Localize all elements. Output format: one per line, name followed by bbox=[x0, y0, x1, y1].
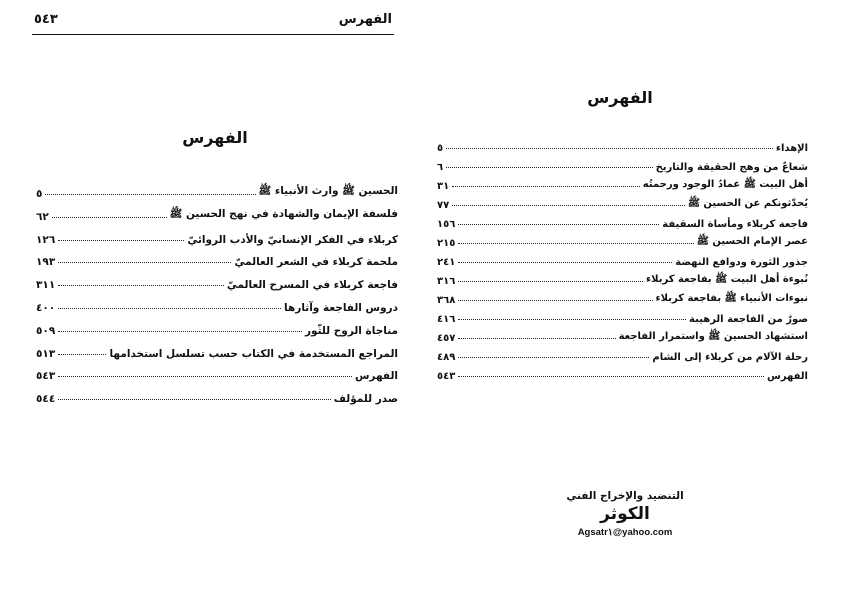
toc-entry-title: فاجعة كربلاء ومأساة السقيفة bbox=[662, 219, 808, 230]
toc-page-number: ٥٤٤ bbox=[36, 393, 56, 406]
toc-entry-title: يُحدّثونكم عن الحسين ﷺ bbox=[687, 198, 808, 209]
left-toc-entry bbox=[36, 203, 398, 223]
right-toc-entry bbox=[437, 305, 808, 325]
toc-page-number: ٣١ bbox=[437, 181, 450, 192]
toc-page-number: ٥ bbox=[437, 143, 444, 154]
right-toc-entry bbox=[437, 362, 808, 382]
toc-page-number: ٥٤٣ bbox=[36, 370, 56, 383]
toc-leader-dots bbox=[58, 376, 352, 377]
toc-page-number: ٥٤٣ bbox=[437, 371, 456, 382]
header-title: الفهرس bbox=[338, 12, 392, 27]
toc-page-number: ٢٤١ bbox=[437, 257, 456, 268]
toc-entry-title: استشهاد الحسين ﷺ واستمرار الفاجعة bbox=[618, 331, 808, 342]
toc-leader-dots bbox=[45, 194, 255, 195]
left-toc-entry bbox=[36, 294, 398, 314]
toc-entry-title: رحلة الآلام من كربلاء إلى الشام bbox=[652, 352, 808, 363]
left-toc-entry bbox=[36, 317, 398, 337]
right-toc-entry bbox=[437, 172, 808, 192]
toc-entry-title: عصر الإمام الحسين ﷺ bbox=[696, 236, 808, 247]
toc-leader-dots bbox=[58, 240, 184, 241]
toc-page-number: ١٢٦ bbox=[36, 233, 56, 246]
toc-page-number: ١٩٣ bbox=[36, 256, 56, 269]
toc-leader-dots bbox=[52, 217, 167, 218]
right-toc-entry bbox=[437, 134, 808, 154]
toc-entry-title: الفهرس bbox=[766, 371, 808, 382]
toc-entry-title: مناجاة الروح للثّور bbox=[304, 324, 398, 337]
toc-page-number: ٥ bbox=[36, 188, 43, 200]
toc-page-number: ١٥٦ bbox=[437, 219, 456, 230]
toc-page-number: ٤١٦ bbox=[437, 314, 456, 325]
right-toc-title: الفهرس bbox=[587, 88, 653, 107]
credits-block bbox=[540, 490, 710, 538]
toc-entry-title: نُبوءة أهل البيت ﷺ بفاجعة كربلاء bbox=[646, 274, 808, 285]
left-toc-entry bbox=[36, 248, 398, 268]
toc-leader-dots bbox=[452, 205, 685, 206]
toc-leader-dots bbox=[458, 262, 672, 263]
right-toc-entry bbox=[437, 191, 808, 211]
toc-leader-dots bbox=[458, 243, 693, 244]
toc-leader-dots bbox=[452, 186, 640, 187]
toc-leader-dots bbox=[58, 285, 224, 286]
toc-entry-title: كربلاء في الفكر الإنسانيّ والأدب الروائيّ bbox=[187, 233, 398, 246]
toc-leader-dots bbox=[458, 224, 659, 225]
toc-entry-title: جذور الثورة ودوافع النهضة bbox=[675, 257, 808, 268]
toc-leader-dots bbox=[458, 357, 649, 358]
toc-leader-dots bbox=[58, 331, 302, 332]
toc-page-number: ٣١١ bbox=[36, 279, 56, 292]
right-toc-entry bbox=[437, 229, 808, 249]
toc-entry-title: نبوءات الأنبياء ﷺ بفاجعة كربلاء bbox=[655, 293, 808, 304]
credits-email: Agsatr١@yahoo.com bbox=[577, 527, 673, 538]
right-toc-entry bbox=[437, 248, 808, 268]
toc-leader-dots bbox=[458, 281, 643, 282]
toc-entry-title: الإهداء bbox=[775, 143, 808, 154]
toc-leader-dots bbox=[58, 308, 281, 309]
left-toc-entry bbox=[36, 340, 398, 360]
toc-leader-dots bbox=[458, 300, 652, 301]
left-toc-entry bbox=[36, 362, 398, 382]
toc-entry-title: أهل البيت ﷺ عمادُ الوجود ورحمتُه bbox=[642, 179, 808, 190]
toc-page-number: ٥٠٩ bbox=[36, 324, 56, 337]
toc-page-number: ٤٨٩ bbox=[437, 352, 456, 363]
toc-leader-dots bbox=[58, 262, 231, 263]
toc-leader-dots bbox=[458, 319, 686, 320]
toc-page-number: ٢١٥ bbox=[437, 238, 456, 249]
toc-page-number: ٧٧ bbox=[437, 200, 450, 211]
toc-entry-title: فلسفة الإيمان والشهادة في نهج الحسين ﷺ bbox=[169, 207, 398, 220]
toc-leader-dots bbox=[446, 148, 773, 149]
toc-entry-title: دروس الفاجعة وآثارها bbox=[284, 302, 398, 314]
toc-page-number: ٦ bbox=[437, 162, 444, 173]
toc-page-number: ٥١٣ bbox=[36, 347, 56, 360]
toc-page-number: ٤٠٠ bbox=[36, 302, 56, 314]
toc-entry-title: شعاعٌ من وهج الحقيقة والتاريخ bbox=[655, 162, 808, 173]
left-toc-entry bbox=[36, 226, 398, 246]
header-rule bbox=[32, 34, 394, 35]
left-toc-entry bbox=[36, 180, 398, 200]
right-toc-entry bbox=[437, 153, 808, 173]
toc-page-number: ٦٢ bbox=[36, 210, 49, 223]
credits-typesetting: التنضيد والإخراج الفني bbox=[566, 490, 684, 502]
toc-entry-title: الفهرس bbox=[354, 370, 398, 383]
toc-entry-title: صدر للمؤلف bbox=[333, 393, 398, 406]
toc-leader-dots bbox=[446, 167, 652, 168]
right-toc-entry bbox=[437, 286, 808, 306]
right-toc-entry bbox=[437, 267, 808, 287]
toc-entry-title: المراجع المستخدمة في الكتاب حسب تسلسل استخدامها bbox=[109, 347, 398, 360]
credits-publisher: الكوثر bbox=[600, 504, 650, 524]
toc-page-number: ٤٥٧ bbox=[437, 333, 456, 344]
left-toc-title: الفهرس bbox=[182, 128, 248, 147]
toc-leader-dots bbox=[58, 399, 331, 400]
right-toc-entry bbox=[437, 210, 808, 230]
right-toc-entry bbox=[437, 343, 808, 363]
toc-page-number: ٣٦٨ bbox=[437, 295, 456, 306]
left-toc-entry bbox=[36, 385, 398, 405]
toc-entry-title: ملحمة كربلاء في الشعر العالميّ bbox=[234, 256, 398, 269]
toc-entry-title: صورٌ من الفاجعة الرهيبة bbox=[689, 314, 808, 325]
toc-leader-dots bbox=[58, 354, 106, 355]
toc-leader-dots bbox=[458, 376, 764, 377]
toc-leader-dots bbox=[458, 338, 615, 339]
toc-entry-title: فاجعة كربلاء في المسرح العالميّ bbox=[226, 279, 398, 292]
right-toc-entry bbox=[437, 324, 808, 344]
toc-entry-title: الحسين ﷺ وارث الأنبياء ﷺ bbox=[258, 185, 398, 197]
header-page-number: ٥٤٣ bbox=[34, 12, 58, 27]
toc-page-number: ٣١٦ bbox=[437, 276, 456, 287]
left-toc-entry bbox=[36, 271, 398, 291]
